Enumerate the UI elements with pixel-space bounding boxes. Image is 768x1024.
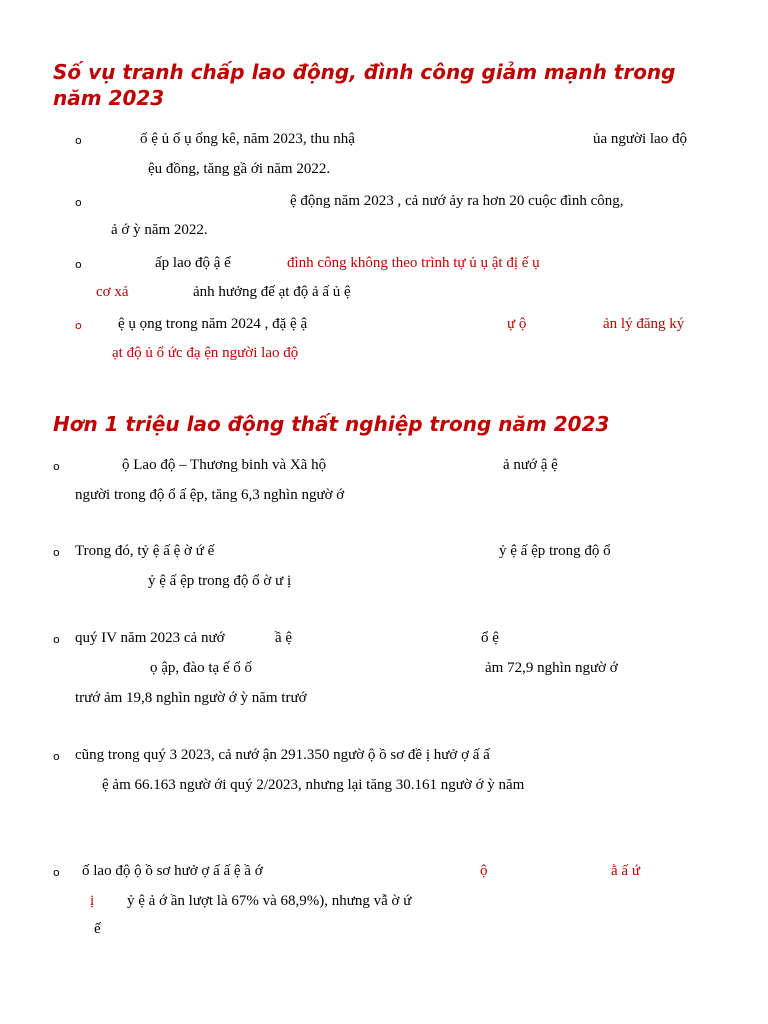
list-item-text: ả ớ ỳ năm 2022. [111, 222, 208, 238]
list-item-text: ỷ ệ ấ ệp trong độ ổ ờ ư ị [148, 573, 292, 589]
list-item-text: ủa người lao độ [593, 131, 687, 147]
list-item-text: quý IV năm 2023 cả nướ [75, 630, 225, 646]
list-item-text: ầ ệ [275, 630, 293, 646]
list-item-text: cũng trong quý 3 2023, cả nướ ận 291.350 ngườ ộ ồ sơ đề ị hưở ợ ấ ấ [75, 747, 490, 763]
list-item-text: ệ ụ ọng trong năm 2024 , đặ ệ ậ [118, 316, 308, 332]
list-item-text: ộ Lao độ – Thương binh và Xã hộ [122, 457, 327, 473]
list-item-text-highlight: ộ [480, 863, 488, 879]
section-heading-disputes-line1: Số vụ tranh chấp lao động, đình công giảm mạnh trong [53, 60, 676, 84]
list-item-text: ảm 72,9 nghìn ngườ ớ [485, 660, 618, 676]
list-item-text-highlight: đình công không theo trình tự ủ ụ ật đị ế ụ [287, 255, 540, 271]
bullet-icon: o [75, 319, 82, 332]
list-item-text: ấp lao độ ậ ể [155, 255, 231, 271]
list-item-text: người trong độ ổ ấ ệp, tăng 6,3 nghìn ngườ ớ [75, 487, 345, 503]
list-item-text: ả nướ ậ ệ [503, 457, 558, 473]
list-item-text: Trong đó, tỷ ệ ấ ệ ờ ứ ế [75, 543, 215, 559]
bullet-icon: o [75, 134, 82, 147]
bullet-icon: o [53, 546, 60, 559]
bullet-icon: o [53, 633, 60, 646]
bullet-icon: o [75, 258, 82, 271]
list-item-text: ệ động năm 2023 , cả nướ ảy ra hơn 20 cuộc đình công, [290, 193, 624, 209]
bullet-icon: o [53, 750, 60, 763]
list-item-text-highlight: ạt độ ủ ổ ức đạ ện người lao độ [112, 345, 299, 361]
section-heading-disputes-line2: năm 2023 [53, 86, 165, 110]
list-item-text: ổ ệ [481, 630, 499, 646]
list-item-text: ố lao độ ộ ồ sơ hưở ợ ấ ấ ệ ầ ớ [82, 863, 263, 879]
list-item-text: ỷ ệ ấ ệp trong độ ổ [499, 543, 611, 559]
list-item-text: ệu đồng, tăng gầ ới năm 2022. [148, 161, 331, 177]
list-item-text-highlight: ằ ấ ứ [611, 863, 640, 879]
list-item-text-highlight: ự ộ [507, 316, 527, 332]
list-item-text: ọ ập, đào tạ ế ổ ố [150, 660, 253, 676]
bullet-icon: o [53, 866, 60, 879]
list-item-text: ảnh hưởng đế ạt độ ả ấ ủ ệ [193, 284, 351, 300]
bullet-icon: o [75, 196, 82, 209]
list-item-text: trướ ảm 19,8 nghìn ngườ ớ ỳ năm trướ [75, 690, 307, 706]
list-item-text: ế [94, 921, 101, 937]
list-item-text: ỷ ệ ả ớ ần lượt là 67% và 68,9%), nhưng vẫ ờ ứ [127, 893, 412, 909]
list-item-text: ệ ảm 66.163 ngườ ới quý 2/2023, nhưng lại tăng 30.161 ngườ ớ ỳ năm [102, 777, 525, 793]
list-item-text-highlight: cơ xả [96, 284, 129, 300]
bullet-icon: o [53, 460, 60, 473]
section-heading-unemployment: Hơn 1 triệu lao động thất nghiệp trong năm 2023 [53, 412, 610, 436]
list-item-text: ố ệ ủ ổ ụ ống kê, năm 2023, thu nhậ [140, 131, 355, 147]
list-item-text-highlight: ị [90, 893, 95, 909]
list-item-text-highlight: ản lý đăng ký [603, 316, 685, 332]
